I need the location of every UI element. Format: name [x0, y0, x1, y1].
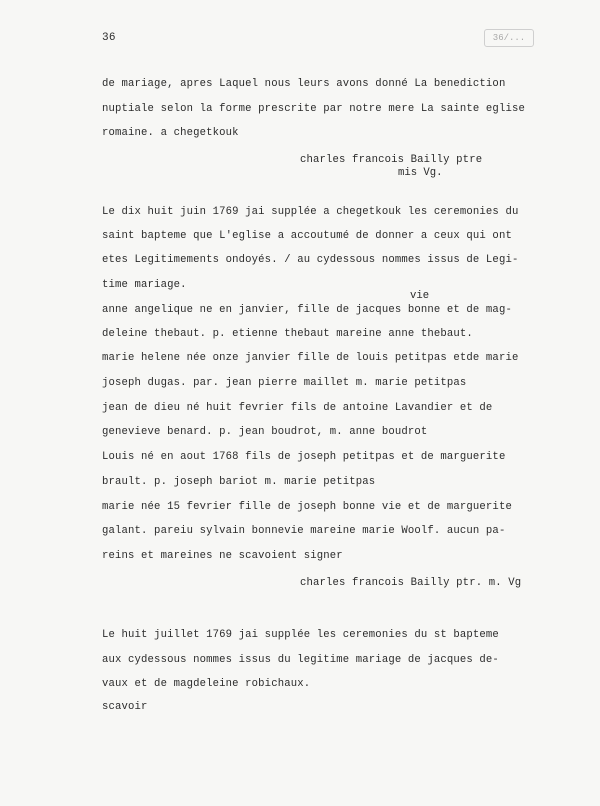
- signature: charles francois Bailly ptr. m. Vg: [300, 577, 522, 589]
- text-line: etes Legitimements ondoyés. / au cydessous nommes issus de Legi-: [102, 254, 519, 266]
- record-line: galant. pareiu sylvain bonnevie mareine marie Woolf. aucun pa-: [102, 525, 506, 537]
- text-line: aux cydessous nommes issus du legitime mariage de jacques de-: [102, 654, 499, 666]
- signature: charles francois Bailly ptre: [300, 154, 483, 166]
- insert-note: vie: [410, 290, 430, 302]
- text-line: time mariage.: [102, 279, 187, 291]
- record-line: jean de dieu né huit fevrier fils de antoine Lavandier et de: [102, 402, 493, 414]
- record-line: joseph dugas. par. jean pierre maillet m. marie petitpas: [102, 377, 467, 389]
- text-line: scavoir: [102, 701, 148, 713]
- text-line: saint bapteme que L'eglise a accoutumé de donner a ceux qui ont: [102, 230, 512, 242]
- text-line: Le huit juillet 1769 jai supplée les ceremonies du st bapteme: [102, 629, 499, 641]
- record-line: marie née 15 fevrier fille de joseph bonne vie et de marguerite: [102, 501, 512, 513]
- record-line: deleine thebaut. p. etienne thebaut mareine anne thebaut.: [102, 328, 473, 340]
- page-stamp: 36/...: [484, 29, 534, 47]
- page-number: 36: [102, 32, 116, 44]
- text-line: Le dix huit juin 1769 jai supplée a chegetkouk les ceremonies du: [102, 206, 519, 218]
- record-line: reins et mareines ne scavoient signer: [102, 550, 343, 562]
- text-line: nuptiale selon la forme prescrite par notre mere La sainte eglise: [102, 103, 525, 115]
- record-line: genevieve benard. p. jean boudrot, m. anne boudrot: [102, 426, 428, 438]
- record-line: brault. p. joseph bariot m. marie petitpas: [102, 476, 376, 488]
- record-line: marie helene née onze janvier fille de louis petitpas etde marie: [102, 352, 519, 364]
- text-line: de mariage, apres Laquel nous leurs avons donné La benediction: [102, 78, 506, 90]
- record-line: Louis né en aout 1768 fils de joseph petitpas et de marguerite: [102, 451, 506, 463]
- text-line: vaux et de magdeleine robichaux.: [102, 678, 311, 690]
- text-line: romaine. a chegetkouk: [102, 127, 239, 139]
- record-line: anne angelique ne en janvier, fille de jacques bonne et de mag-: [102, 304, 512, 316]
- signature-title: mis Vg.: [398, 167, 443, 179]
